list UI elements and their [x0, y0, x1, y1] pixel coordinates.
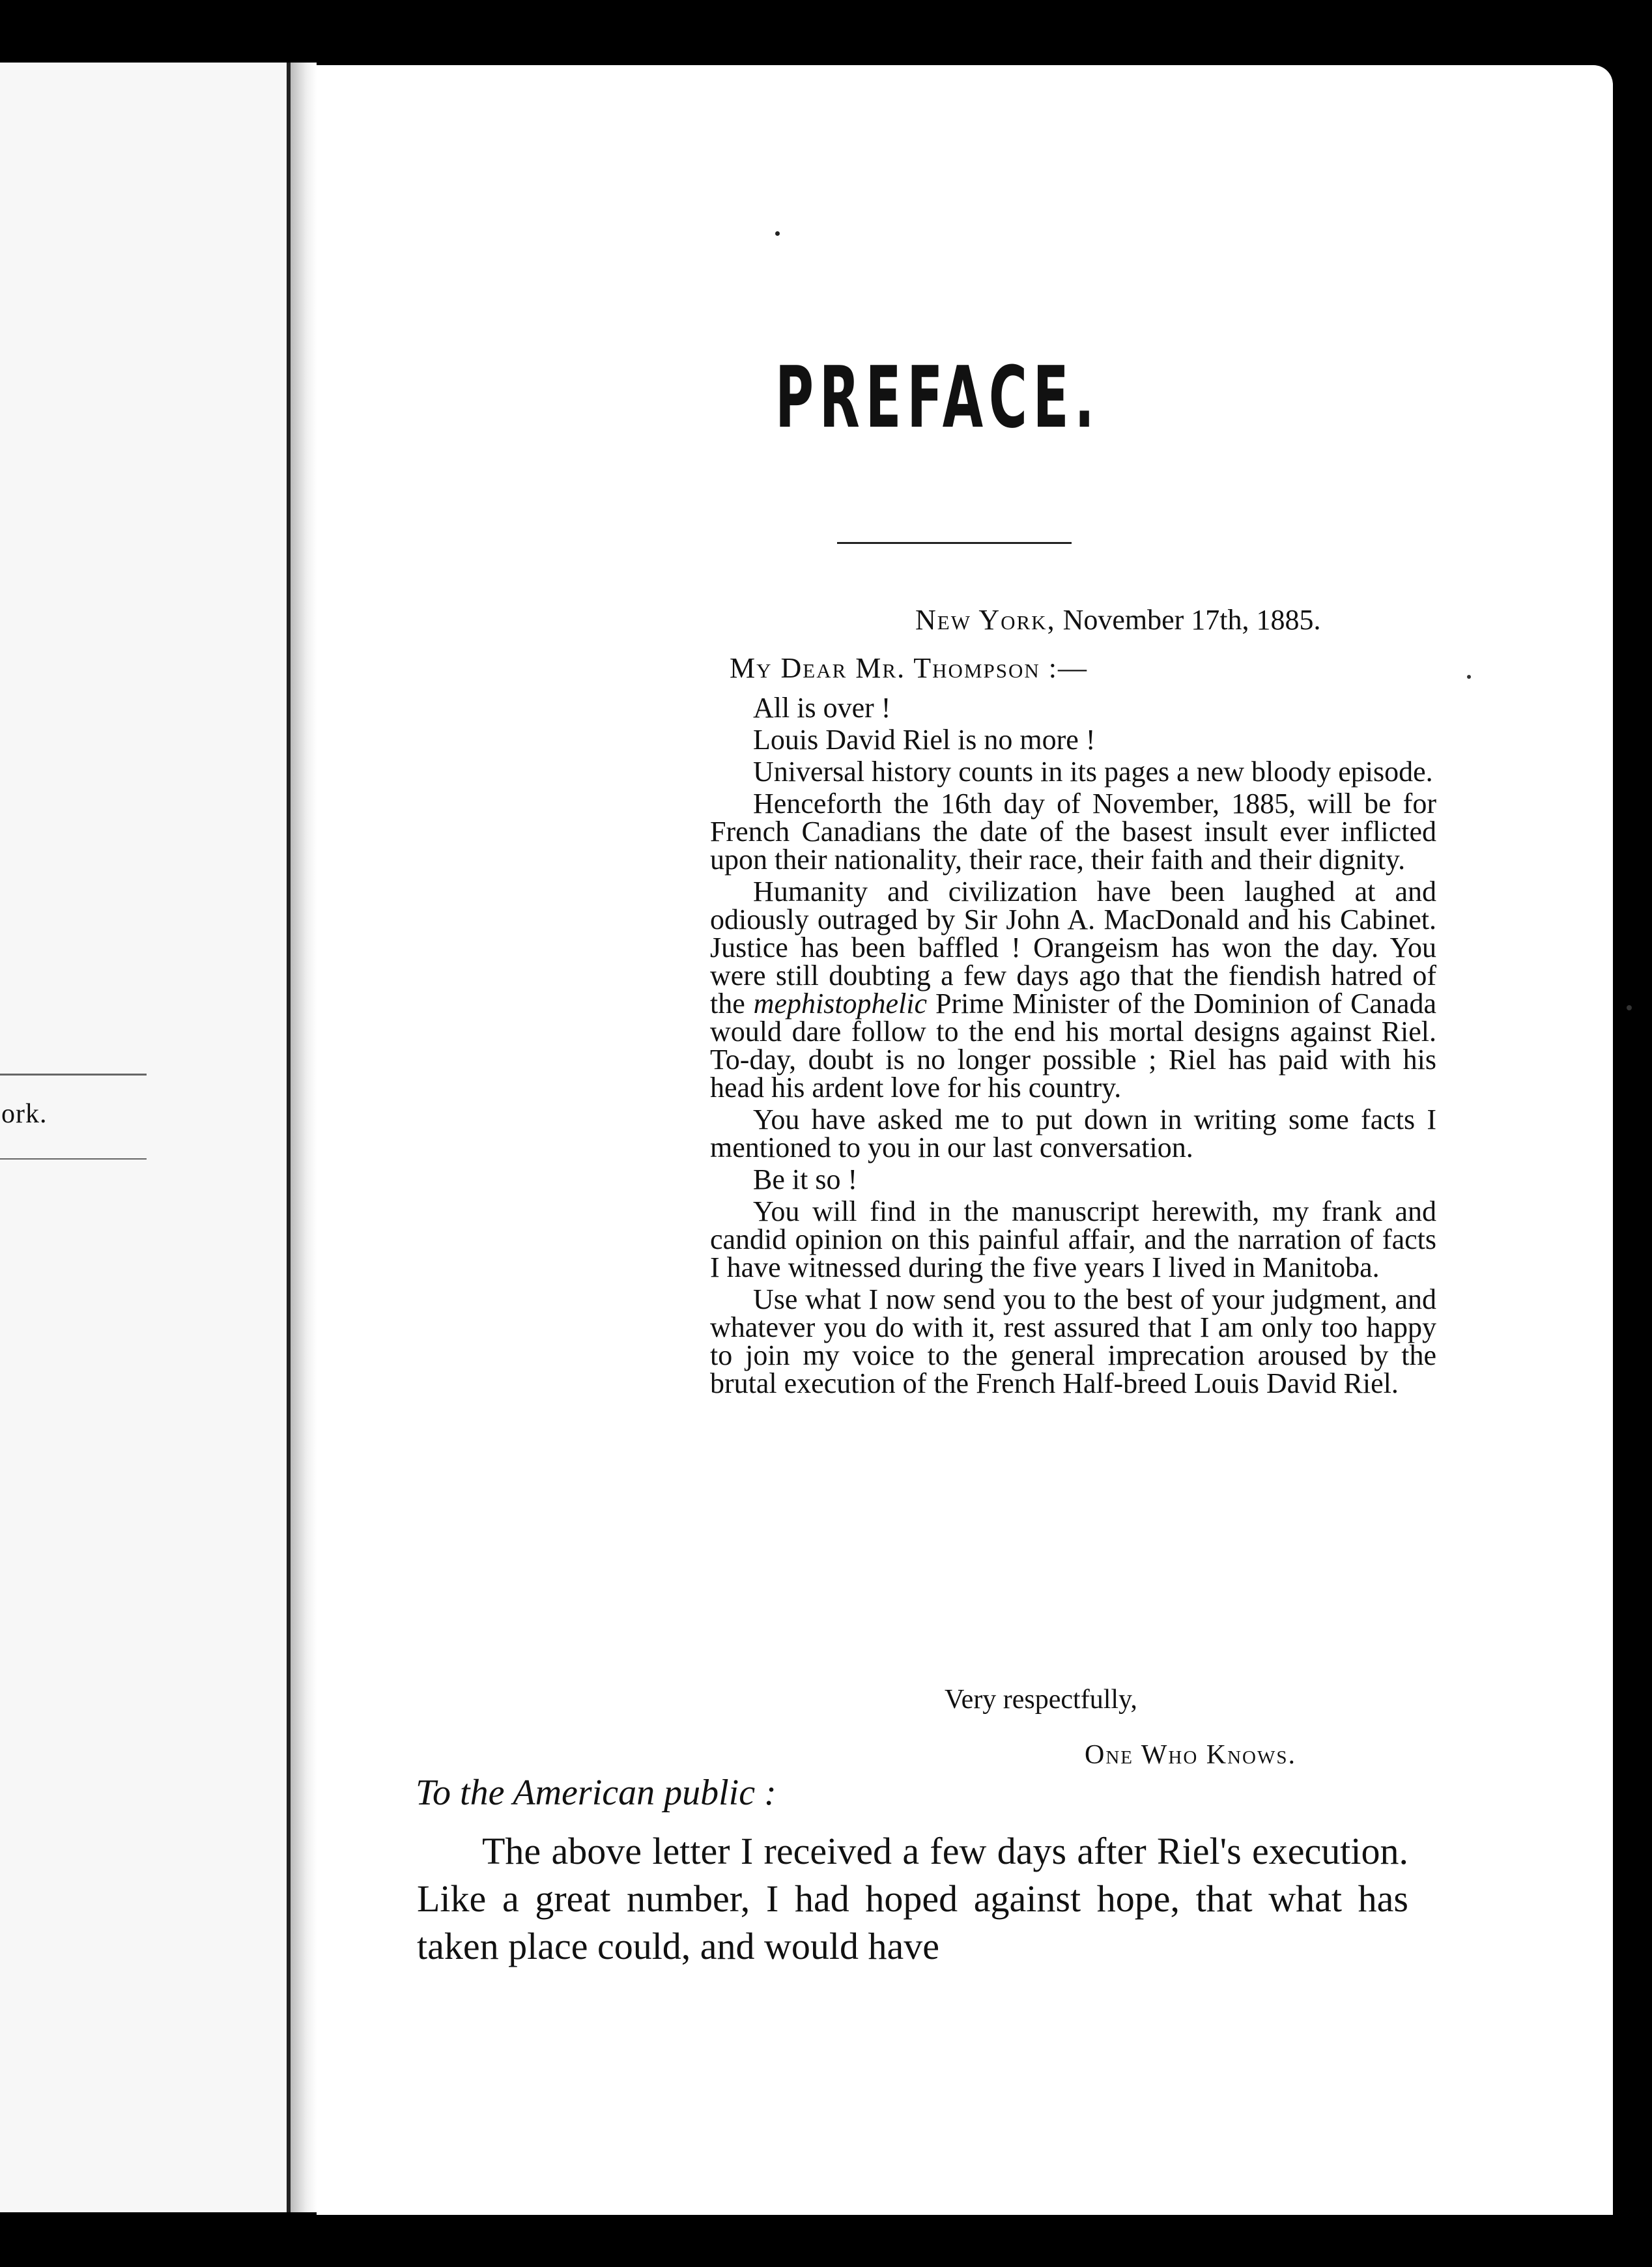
- letter-paragraph: Louis David Riel is no more !: [753, 724, 1096, 756]
- letter-paragraph: Use what I now send you to the best of your judgment, and whatever you do with it, rest assured that I am only too happy to join my voice to the general imprecation aroused by the brutal execution of the French Half-breed Louis David Riel.: [710, 1283, 1436, 1399]
- print-speck: [1467, 675, 1471, 679]
- public-address: To the American public :: [416, 1773, 776, 1813]
- print-speck: [775, 231, 780, 236]
- book-gutter: [291, 63, 317, 2212]
- previous-page-text-fragment: ork.: [1, 1099, 48, 1129]
- previous-page-rule-top: [0, 1074, 147, 1076]
- letter-paragraph-part: Humanity and civilization have been laughed at and odiously outraged by Sir John A. MacDonald and his Cabinet. Justice has been baffled ! Orangeism has won the day. You were still doubting a few days ago that the fiendish hatred of the: [710, 876, 1436, 1019]
- letter-paragraph: Universal history counts in its pages a new bloody episode.: [753, 756, 1433, 788]
- letter-paragraph: All is over !: [753, 692, 891, 724]
- preface-paragraph: The above letter I received a few days after Riel's execution. Like a great number, I had hoped against hope, that what has taken place could, and would have: [417, 1830, 1408, 1967]
- letter-dateline: [915, 603, 1321, 636]
- dateline-place: New York,: [915, 604, 1056, 636]
- letter-closing: Very respectfully,: [945, 1685, 1137, 1715]
- letter-paragraph: [710, 877, 1436, 1102]
- previous-page: [0, 63, 291, 2212]
- letter-paragraph: Henceforth the 16th day of November, 1885, will be for French Canadians the date of the basest insult ever inflicted upon their nationality, their race, their faith and their dignity.: [710, 788, 1436, 876]
- page-title: PREFACE.: [775, 348, 1100, 447]
- letter-paragraph: Be it so !: [753, 1163, 858, 1195]
- previous-page-rule-bottom: [0, 1158, 147, 1160]
- letter-paragraph: You will find in the manuscript herewith, my frank and candid opinion on this painful affair, and the narration of facts I have witnessed during the five years I lived in Manitoba.: [710, 1195, 1436, 1283]
- letter-emphasis: mephistophelic: [753, 988, 928, 1019]
- letter-paragraph-part: Prime Minister of the Dominion of Canada would dare follow to the end his mortal designs against Riel. To-day, doubt is no longer possible ; Riel has paid with his head his ardent love for his country.: [710, 988, 1437, 1104]
- letter-salutation: My Dear Mr. Thompson :—: [730, 652, 1088, 684]
- letter-signature: One Who Knows.: [1085, 1740, 1296, 1770]
- letter-paragraph: You have asked me to put down in writing some facts I mentioned to you in our last conversation.: [710, 1104, 1436, 1163]
- title-rule: [837, 542, 1072, 544]
- print-speck: [1627, 1005, 1632, 1010]
- preface-body: [417, 1827, 1408, 1970]
- letter-body: [710, 694, 1436, 1401]
- dateline-date: November 17th, 1885.: [1062, 604, 1321, 636]
